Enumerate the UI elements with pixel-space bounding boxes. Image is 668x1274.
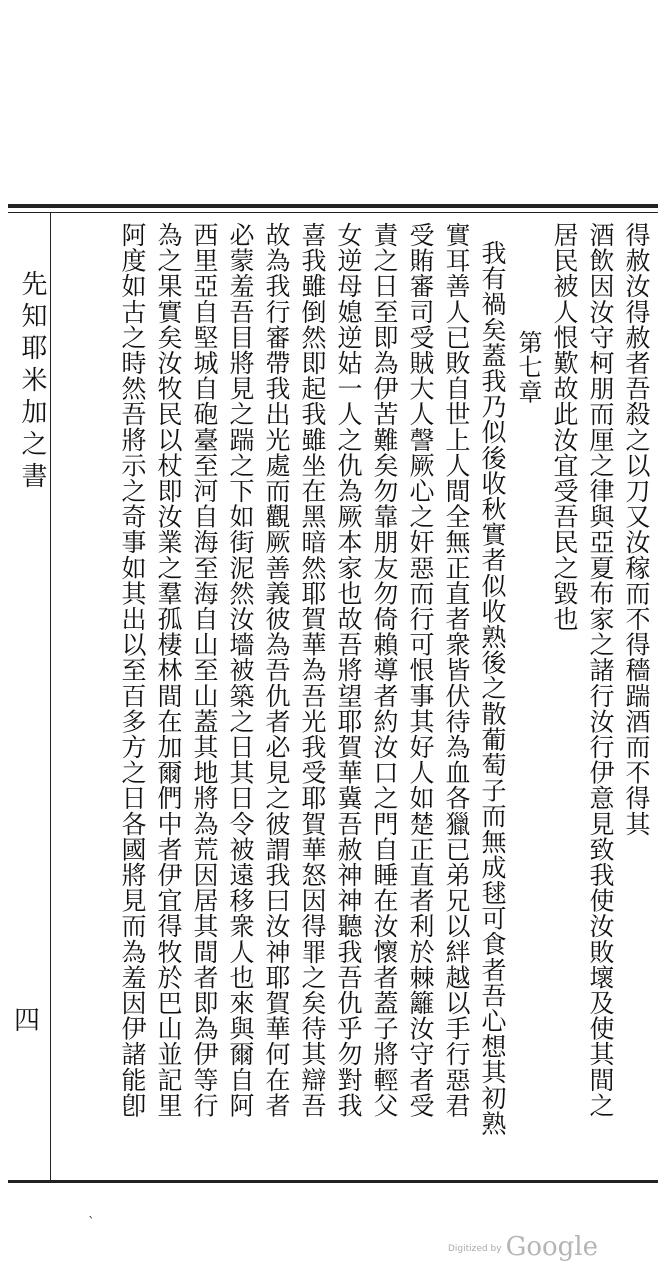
text-column: 女逆母媳逆姑一人之仇為厥本家也故吾將望耶賀華冀吾赦神神聽我吾仇乎勿對我 bbox=[334, 222, 363, 1118]
text-column: 酒飲因汝守柯朋而厘之律與亞夏布家之諸行汝行伊意見致我使汝敗壞及使其間之 bbox=[586, 222, 615, 1118]
page-number: 四 bbox=[14, 1006, 41, 1036]
digitized-watermark bbox=[448, 1226, 598, 1262]
text-column: 必蒙羞吾目將見之踹之下如街泥然汝墻被築之日其日令被遠移衆人也來與爾自阿 bbox=[226, 222, 255, 1118]
text-column: 西里亞自堅城自砲臺至河自海至海自山至山蓋其地將為荒因居其間者即為伊等行 bbox=[190, 222, 219, 1118]
running-title: 先知耶米加之書 bbox=[17, 270, 47, 494]
text-column: 責之日至即為伊苦難矣勿靠朋友勿倚賴導者約汝口之門自睡在汝懷者蓋子將輕父 bbox=[370, 222, 399, 1118]
text-column: 居民被人恨歎故此汝宜受吾民之毀也 bbox=[550, 222, 579, 632]
text-column: 喜我雖倒然即起我雖坐在黑暗然耶賀華為吾光我受耶賀華怒因得罪之矣待其辯吾 bbox=[298, 222, 327, 1118]
bottom-border bbox=[8, 1180, 658, 1183]
text-column: 為之果實矣汝牧民以杖即汝業之羣孤棲林間在加爾們中者伊宜得牧於巴山並記里 bbox=[154, 222, 183, 1118]
top-border bbox=[8, 204, 658, 208]
text-column: 故為我行審帶我出光處而觀厥善義彼為吾仇者必見之彼謂我曰汝神耶賀華何在者 bbox=[262, 222, 291, 1118]
google-logo: Google bbox=[505, 1232, 598, 1262]
top-border-inner bbox=[8, 212, 658, 213]
watermark-prefix: Digitized by bbox=[448, 1244, 502, 1254]
text-column: 受賄審司受賊大人謦厥心之奸惡而行可恨事其好人如楚正直者利於棘籬汝守者受 bbox=[406, 222, 435, 1118]
stray-mark: ˋ bbox=[88, 1215, 95, 1231]
text-column: 阿度如古之時然吾將示之奇事如其出以至百多方之日各國將見而為羞因伊諸能卽 bbox=[118, 222, 147, 1118]
text-column: 得赦汝得赦者吾殺之以刀又汝稼而不得穡踹酒而不得其 bbox=[622, 222, 651, 837]
text-column: 實耳善人已敗自世上人間全無正直者衆皆伏待為血各獵已弟兄以絆越以手行惡君 bbox=[442, 222, 471, 1118]
text-column: 我有禍矣蓋我乃似後收秋實者似收熟後之散葡萄子而無成毬可食者吾心想其初熟 bbox=[478, 240, 507, 1136]
chapter-heading: 第七章 bbox=[514, 330, 542, 404]
